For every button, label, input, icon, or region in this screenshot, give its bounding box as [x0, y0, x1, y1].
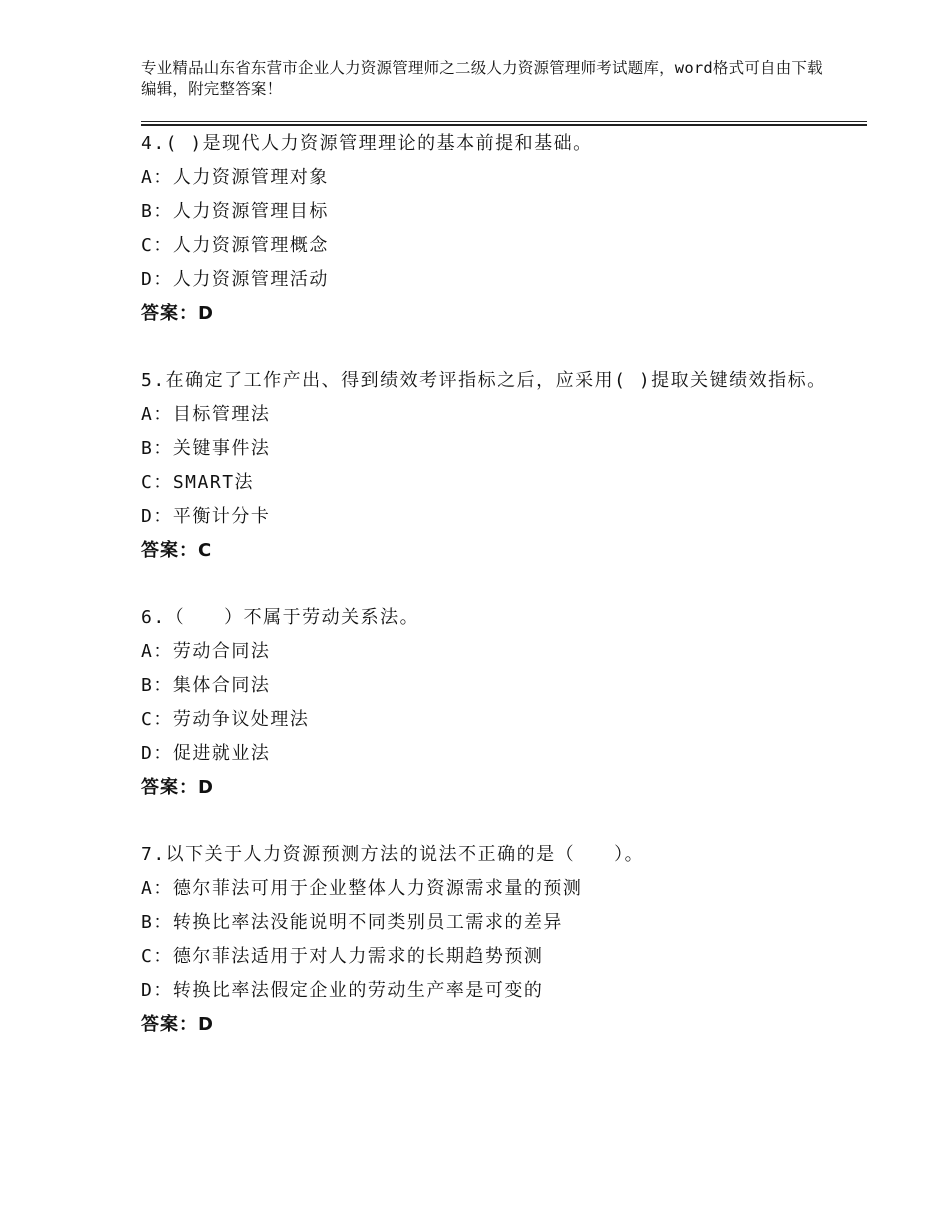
option-text: 劳动争议处理法	[172, 709, 310, 730]
option-label: C	[141, 946, 154, 967]
question-7	[141, 838, 841, 1042]
option-label: A	[141, 167, 154, 188]
option-text: 转换比率法假定企业的劳动生产率是可变的	[172, 980, 544, 1001]
option-text: 人力资源管理概念	[172, 235, 329, 256]
option-a: A：人力资源管理对象	[141, 167, 329, 188]
question-stem: 4.( )是现代人力资源管理理论的基本前提和基础。	[141, 133, 593, 154]
option-label: C	[141, 472, 154, 493]
question-list	[141, 127, 841, 1075]
option-text: 人力资源管理活动	[172, 269, 329, 290]
header-divider	[141, 121, 867, 126]
option-label: B	[141, 675, 154, 696]
option-c: C：劳动争议处理法	[141, 709, 310, 730]
option-text: 人力资源管理对象	[172, 167, 329, 188]
answer: 答案：D	[141, 1014, 214, 1035]
option-label: C	[141, 709, 154, 730]
option-d: D：转换比率法假定企业的劳动生产率是可变的	[141, 980, 544, 1001]
option-text: 德尔菲法适用于对人力需求的长期趋势预测	[172, 946, 544, 967]
option-a: A：劳动合同法	[141, 641, 271, 662]
option-b: B：人力资源管理目标	[141, 201, 329, 222]
option-text: 集体合同法	[172, 675, 271, 696]
option-d: D：人力资源管理活动	[141, 269, 329, 290]
option-text: 德尔菲法可用于企业整体人力资源需求量的预测	[172, 878, 583, 899]
option-text: 目标管理法	[172, 404, 271, 425]
option-label: A	[141, 878, 154, 899]
option-b: B：关键事件法	[141, 438, 271, 459]
question-stem: 6.（ ）不属于劳动关系法。	[141, 607, 420, 628]
option-d: D：促进就业法	[141, 743, 271, 764]
answer: 答案：C	[141, 540, 213, 561]
option-c: C：人力资源管理概念	[141, 235, 329, 256]
question-stem: 5.在确定了工作产出、得到绩效考评指标之后，应采用( )提取关键绩效指标。	[141, 370, 827, 391]
option-label: A	[141, 641, 154, 662]
option-text: SMART法	[172, 472, 255, 493]
option-a: A：目标管理法	[141, 404, 271, 425]
option-text: 人力资源管理目标	[172, 201, 329, 222]
option-label: D	[141, 743, 154, 764]
option-d: D：平衡计分卡	[141, 506, 271, 527]
question-5	[141, 364, 841, 568]
option-label: B	[141, 912, 154, 933]
question-6	[141, 601, 841, 805]
option-c: C：SMART法	[141, 472, 255, 493]
option-label: D	[141, 506, 154, 527]
option-label: D	[141, 980, 154, 1001]
answer: 答案：D	[141, 303, 214, 324]
option-label: B	[141, 201, 154, 222]
option-b: B：集体合同法	[141, 675, 271, 696]
option-label: B	[141, 438, 154, 459]
option-c: C：德尔菲法适用于对人力需求的长期趋势预测	[141, 946, 544, 967]
option-b: B：转换比率法没能说明不同类别员工需求的差异	[141, 912, 563, 933]
question-stem: 7.以下关于人力资源预测方法的说法不正确的是（ ）。	[141, 844, 645, 865]
option-label: C	[141, 235, 154, 256]
option-text: 关键事件法	[172, 438, 271, 459]
option-label: A	[141, 404, 154, 425]
option-text: 促进就业法	[172, 743, 271, 764]
answer: 答案：D	[141, 777, 214, 798]
document-header: 专业精品山东省东营市企业人力资源管理师之二级人力资源管理师考试题库，word格式可自由下载编辑，附完整答案！	[141, 59, 823, 98]
option-text: 平衡计分卡	[172, 506, 271, 527]
question-4	[141, 127, 841, 331]
option-text: 转换比率法没能说明不同类别员工需求的差异	[172, 912, 563, 933]
option-label: D	[141, 269, 154, 290]
option-a: A：德尔菲法可用于企业整体人力资源需求量的预测	[141, 878, 583, 899]
option-text: 劳动合同法	[172, 641, 271, 662]
